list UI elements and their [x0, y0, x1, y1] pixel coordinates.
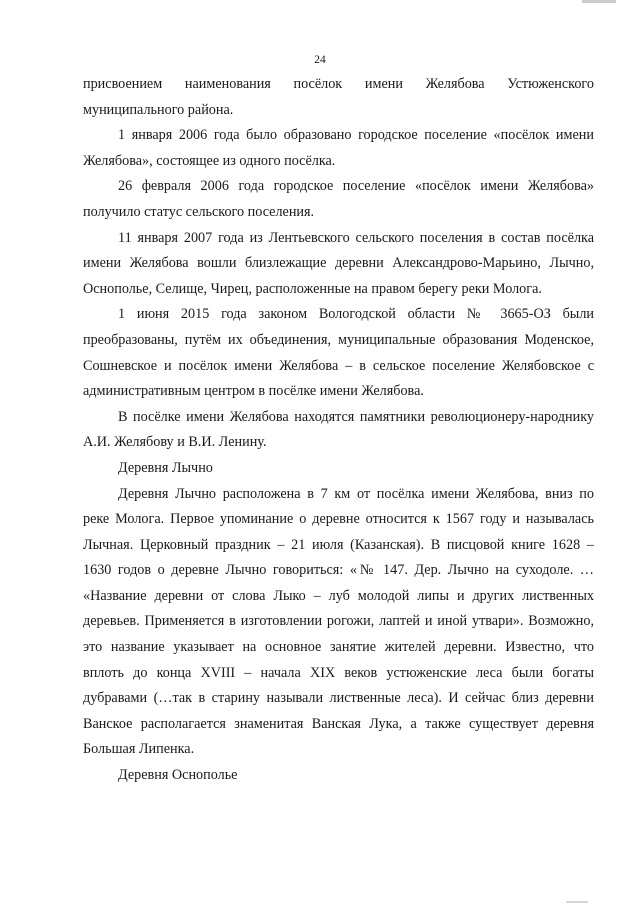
scan-artifact-bottom — [566, 901, 588, 903]
page-number: 24 — [314, 54, 326, 66]
body-text — [83, 72, 594, 789]
text-line: Деревня Лычно — [118, 459, 213, 476]
paragraph — [83, 482, 594, 764]
text-line: «Название деревни от слова Лыко – луб молодой липы и других лиственных — [83, 587, 594, 604]
paragraph — [83, 123, 594, 174]
text-line: получило статус сельского поселения. — [83, 203, 315, 220]
text-line: 26 февраля 2006 года городское поселение «посёлок имени Желябова» — [118, 178, 594, 195]
paragraph — [83, 226, 594, 303]
paragraph — [83, 456, 594, 482]
text-line: это название указывает на основное занятие жителей деревни. Известно, что — [83, 639, 594, 656]
paragraph — [83, 72, 594, 123]
paragraph — [83, 405, 594, 456]
text-line: Деревня Лычно расположена в 7 км от посёлка имени Желябова, вниз по — [118, 485, 594, 502]
text-line: 1 января 2006 года было образовано городское поселение «посёлок имени — [118, 127, 594, 144]
text-line: Ванское располагается знаменитая Ванская Лука, а также существует деревня — [83, 715, 594, 732]
text-line: Оснополье, Селище, Чирец, расположенные на правом берегу реки Молога. — [83, 280, 542, 297]
text-line: Желябова», состоящее из одного посёлка. — [83, 152, 336, 169]
text-line: административным центром в посёлке имени Желябова. — [83, 383, 424, 400]
text-line: присвоением наименования посёлок имени Желябова Устюженского — [83, 76, 594, 92]
text-line: 1630 годов о деревне Лычно говориться: «№ 147. Дер. Лычно на суходоле. … — [83, 562, 594, 579]
paragraph — [83, 302, 594, 404]
text-line: дубравами (…так в старину называли лиственные леса). И сейчас близ деревни — [83, 690, 594, 707]
paragraph — [83, 174, 594, 225]
text-line: деревьев. Применяется в изготовлении рогожи, лаптей и иной утвари». Возможно, — [83, 613, 594, 630]
text-line: реке Молога. Первое упоминание о деревне относится к 1567 году и называлась — [83, 511, 594, 528]
text-line: имени Желябова вошли близлежащие деревни Александрово-Марьино, Лычно, — [83, 255, 594, 272]
paragraph — [83, 763, 594, 789]
text-line: В посёлке имени Желябова находятся памятники революционеру-народнику — [118, 408, 594, 425]
scan-artifact-top — [582, 0, 616, 3]
text-line: муниципального района. — [83, 101, 234, 118]
text-line: вплоть до конца XVIII – начала XIX веков устюженские леса были богаты — [83, 664, 594, 681]
text-line: преобразованы, путём их объединения, муниципальные образования Моденское, — [83, 331, 594, 348]
text-line: Деревня Оснополье — [118, 767, 238, 784]
text-line: А.И. Желябову и В.И. Ленину. — [83, 434, 267, 451]
text-line: Сошневское и посёлок имени Желябова – в сельское поселение Желябовское с — [83, 357, 594, 374]
text-line: 1 июня 2015 года законом Вологодской области № 3665-ОЗ были — [118, 306, 594, 323]
text-line: Большая Липенка. — [83, 741, 195, 758]
text-line: Лычная. Церковный праздник – 21 июля (Казанская). В писцовой книге 1628 – — [83, 536, 594, 553]
text-line: 11 января 2007 года из Лентьевского сельского поселения в состав посёлка — [118, 229, 594, 246]
